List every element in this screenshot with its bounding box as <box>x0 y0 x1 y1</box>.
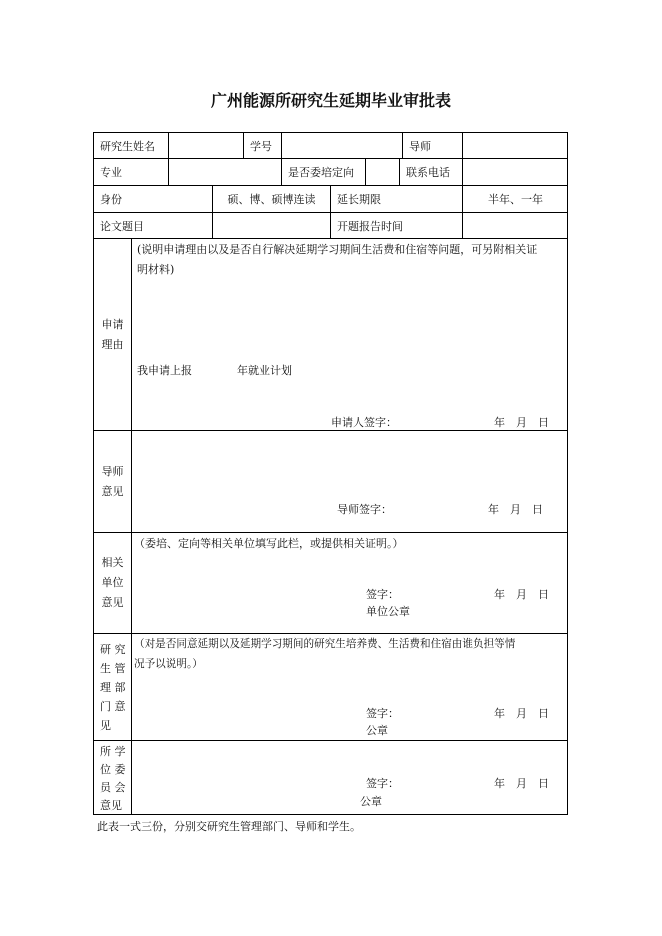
unit-opinion-label <box>93 532 131 633</box>
advisor-label: 导师 <box>402 132 462 158</box>
label-line: 申请 <box>101 317 124 331</box>
label-line: 理 部 <box>100 681 126 694</box>
thesis-label: 论文题目 <box>93 212 212 238</box>
applicant-date: 年 月 日 <box>494 416 549 429</box>
committee-seal-label: 公章 <box>360 795 382 808</box>
label-line: 导师 <box>101 464 124 478</box>
label-line: 理由 <box>101 337 124 351</box>
advisor-field[interactable] <box>462 132 568 158</box>
committee-signature-label: 签字： <box>366 777 399 790</box>
directed-label: 是否委培定向 <box>281 158 365 185</box>
label-line: 见 <box>100 719 111 732</box>
label-line: 位 委 <box>100 763 126 776</box>
footnote: 此表一式三份，分别交研究生管理部门、导师和学生。 <box>97 820 361 833</box>
phone-label: 联系电话 <box>399 158 462 185</box>
committee-opinion-label <box>93 740 131 815</box>
form-title: 广州能源所研究生延期毕业审批表 <box>210 91 451 110</box>
label-line: 所 学 <box>100 745 126 758</box>
advisor-date: 年 月 日 <box>488 503 543 516</box>
unit-date: 年 月 日 <box>494 588 549 601</box>
mgmt-date: 年 月 日 <box>494 707 549 720</box>
proposal-time-label: 开题报告时间 <box>330 212 462 238</box>
identity-label: 身份 <box>93 185 212 212</box>
unit-signature-label: 签字： <box>366 588 399 601</box>
thesis-field[interactable] <box>212 212 330 238</box>
mgmt-signature-label: 签字： <box>366 707 399 720</box>
mgmt-seal-label: 公章 <box>366 724 388 737</box>
label-line: 门 意 <box>100 700 126 713</box>
major-label: 专业 <box>93 158 168 185</box>
label-line: 意见 <box>101 596 124 609</box>
identity-options[interactable]: 硕、博、硕博连读 <box>212 185 330 212</box>
advisor-signature-label: 导师签字： <box>337 503 392 516</box>
label-line: 相关 <box>101 556 124 569</box>
reason-instruction: 明材料) <box>137 263 175 276</box>
label-line: 意见 <box>100 799 122 812</box>
student-id-field[interactable] <box>281 132 402 158</box>
reason-label <box>93 238 131 430</box>
mgmt-instruction: （对是否同意延期以及延期学习期间的研究生培养费、生活费和住宿由谁负担等情 <box>134 638 516 650</box>
mgmt-instruction: 况予以说明。） <box>134 658 203 670</box>
plan-text: 年就业计划 <box>237 364 292 377</box>
major-field[interactable] <box>168 158 281 185</box>
student-id-label: 学号 <box>243 132 281 158</box>
phone-field[interactable] <box>462 158 568 185</box>
label-line: 研 究 <box>100 643 126 656</box>
proposal-time-field[interactable] <box>462 212 568 238</box>
name-field[interactable] <box>168 132 243 158</box>
plan-text: 我申请上报 <box>137 364 192 377</box>
applicant-signature-label: 申请人签字： <box>331 416 397 429</box>
label-line: 单位 <box>101 576 124 589</box>
extension-options[interactable]: 半年、一年 <box>462 185 568 212</box>
unit-instruction: （委培、定向等相关单位填写此栏，或提供相关证明。） <box>134 537 404 550</box>
mgmt-opinion-label <box>93 633 131 740</box>
extension-label: 延长期限 <box>330 185 462 212</box>
label-line: 员 会 <box>100 781 126 794</box>
name-label: 研究生姓名 <box>93 132 168 158</box>
label-line: 生 管 <box>100 662 126 675</box>
label-line: 意见 <box>101 484 124 498</box>
directed-field[interactable] <box>365 158 399 185</box>
advisor-opinion-label <box>93 430 131 532</box>
reason-instruction: (说明申请理由以及是否自行解决延期学习期间生活费和住宿等问题，可另附相关证 <box>137 243 538 256</box>
committee-date: 年 月 日 <box>494 777 549 790</box>
unit-seal-label: 单位公章 <box>366 605 410 618</box>
